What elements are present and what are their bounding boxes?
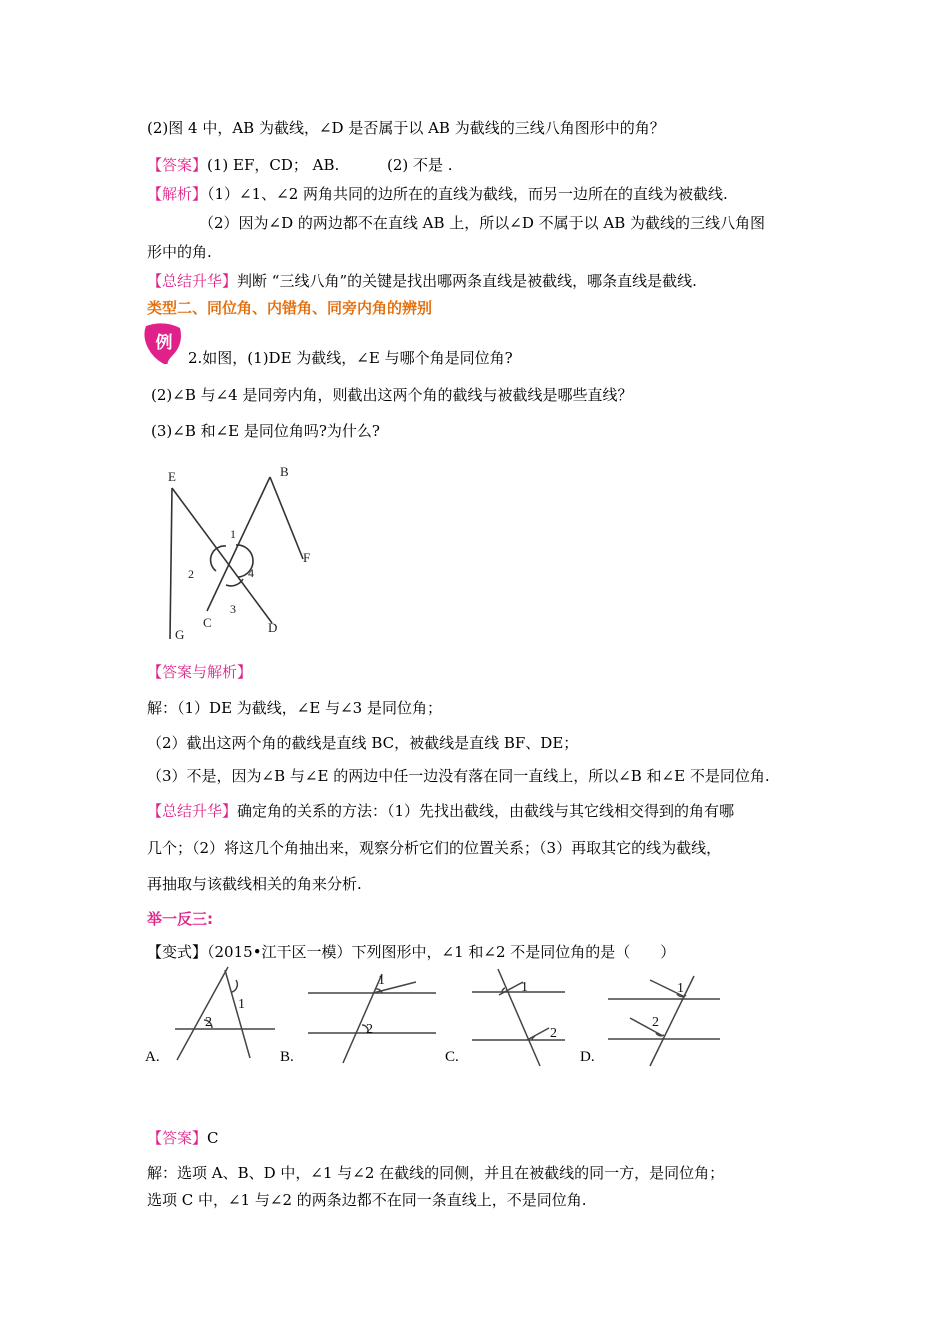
solution-2-line0: 解：（1）DE 为截线，∠E 与∠3 是同位角；	[147, 699, 442, 717]
label-angle-3: 3	[230, 602, 236, 616]
solution-3-line1: 解：选项 A、B、D 中，∠1 与∠2 在截线的同侧，并且在被截线的同一方，是同位角；	[147, 1164, 725, 1182]
practice-title: 举一反三:	[147, 910, 213, 928]
label-F: F	[303, 550, 311, 565]
line-EG	[170, 488, 172, 639]
label-G: G	[175, 627, 185, 642]
transversal-figure	[150, 455, 330, 650]
label-D: D	[268, 620, 278, 635]
solution-2-line1: （2）截出这两个角的截线是直线 BC，被截线是直线 BF、DE；	[147, 734, 579, 752]
option-d-angle-1: 1	[677, 981, 684, 996]
answer-1	[147, 155, 453, 175]
option-b-figure	[308, 974, 436, 1063]
label-angle-2: 2	[188, 567, 194, 581]
label-E: E	[168, 469, 176, 484]
example-q3: (3)∠B 和∠E 是同位角吗?为什么?	[151, 422, 380, 440]
option-b-angle-1: 1	[378, 973, 385, 988]
option-c-figure	[472, 969, 565, 1066]
option-b-label: B.	[280, 1049, 294, 1065]
option-d-label: D.	[580, 1049, 595, 1065]
summary-1	[147, 271, 697, 291]
answer-3-text: C	[207, 1129, 219, 1147]
variant-tag: 【变式】	[147, 943, 208, 961]
label-angle-1: 1	[230, 527, 236, 541]
example-q1: 2.如图，(1)DE 为截线，∠E 与哪个角是同位角?	[188, 349, 513, 367]
option-a-label: A.	[145, 1049, 160, 1065]
answer-text: (1) EF，CD； AB. (2) 不是 .	[207, 156, 453, 174]
section-title-2: 类型二、同位角、内错角、同旁内角的辨别	[147, 299, 433, 317]
summary-tag: 【总结升华】	[147, 272, 238, 290]
option-a-angle-1: 1	[238, 997, 245, 1012]
option-d-angle-2: 2	[652, 1015, 659, 1030]
option-c-label: C.	[445, 1049, 459, 1065]
option-a-figure	[175, 967, 275, 1060]
summary-2-text: 确定角的关系的方法：（1）先找出截线，由截线与其它线相交得到的角有哪	[237, 802, 735, 820]
summary-2-line1	[147, 801, 734, 821]
answer-3	[147, 1128, 219, 1148]
option-b-angle-2: 2	[366, 1022, 373, 1037]
answer-tag: 【答案】	[147, 156, 208, 174]
example-badge-text: 例	[155, 333, 173, 352]
solution-2-line2: （3）不是，因为∠B 与∠E 的两边中任一边没有落在同一直线上，所以∠B 和∠E 不是同位角.	[147, 767, 770, 785]
analysis-1-line1	[147, 184, 728, 204]
analysis-1-line2: （2）因为∠D 的两边都不在直线 AB 上，所以∠D 不属于以 AB 为截线的三线八角图	[199, 214, 766, 232]
question-part2: (2)图 4 中，AB 为截线，∠D 是否属于以 AB 为截线的三线八角图形中的角？	[147, 119, 665, 137]
options-figures	[140, 962, 740, 1070]
line-BF	[270, 477, 303, 559]
option-c-angle-1: 1	[521, 980, 528, 995]
line-ED	[172, 488, 272, 623]
line-CB	[207, 477, 270, 611]
answer-3-tag: 【答案】	[147, 1129, 208, 1147]
label-C: C	[203, 615, 212, 630]
analysis-tag: 【解析】	[147, 185, 208, 203]
answer-analysis-tag: 【答案与解析】	[147, 663, 253, 681]
variant-question	[147, 942, 675, 962]
label-B: B	[280, 464, 289, 479]
analysis-1-line3: 形中的角.	[147, 243, 212, 261]
solution-3-line2: 选项 C 中，∠1 与∠2 的两条边都不在同一条直线上，不是同位角.	[147, 1191, 587, 1209]
option-c-angle-2: 2	[550, 1026, 557, 1041]
option-a-angle-2: 2	[205, 1015, 212, 1030]
summary-2-tag: 【总结升华】	[147, 802, 238, 820]
analysis-text-1: （1）∠1、∠2 两角共同的边所在的直线为截线，而另一边所在的直线为被截线.	[207, 185, 728, 203]
example-q2: (2)∠B 与∠4 是同旁内角，则截出这两个角的截线与被截线是哪些直线？	[151, 386, 633, 404]
summary-text: 判断 “三线八角”的关键是找出哪两条直线是被截线，哪条直线是截线.	[237, 272, 697, 290]
summary-2-line2: 几个；（2）将这几个角抽出来，观察分析它们的位置关系；（3）再取其它的线为截线，	[147, 839, 722, 857]
example-badge-icon	[142, 320, 186, 364]
label-angle-4: 4	[248, 566, 254, 580]
variant-text: （2015•江干区一模）下列图形中，∠1 和∠2 不是同位角的是（ ）	[207, 943, 676, 961]
option-d-figure	[608, 976, 720, 1066]
summary-2-line3: 再抽取与该截线相关的角来分析.	[147, 875, 362, 893]
